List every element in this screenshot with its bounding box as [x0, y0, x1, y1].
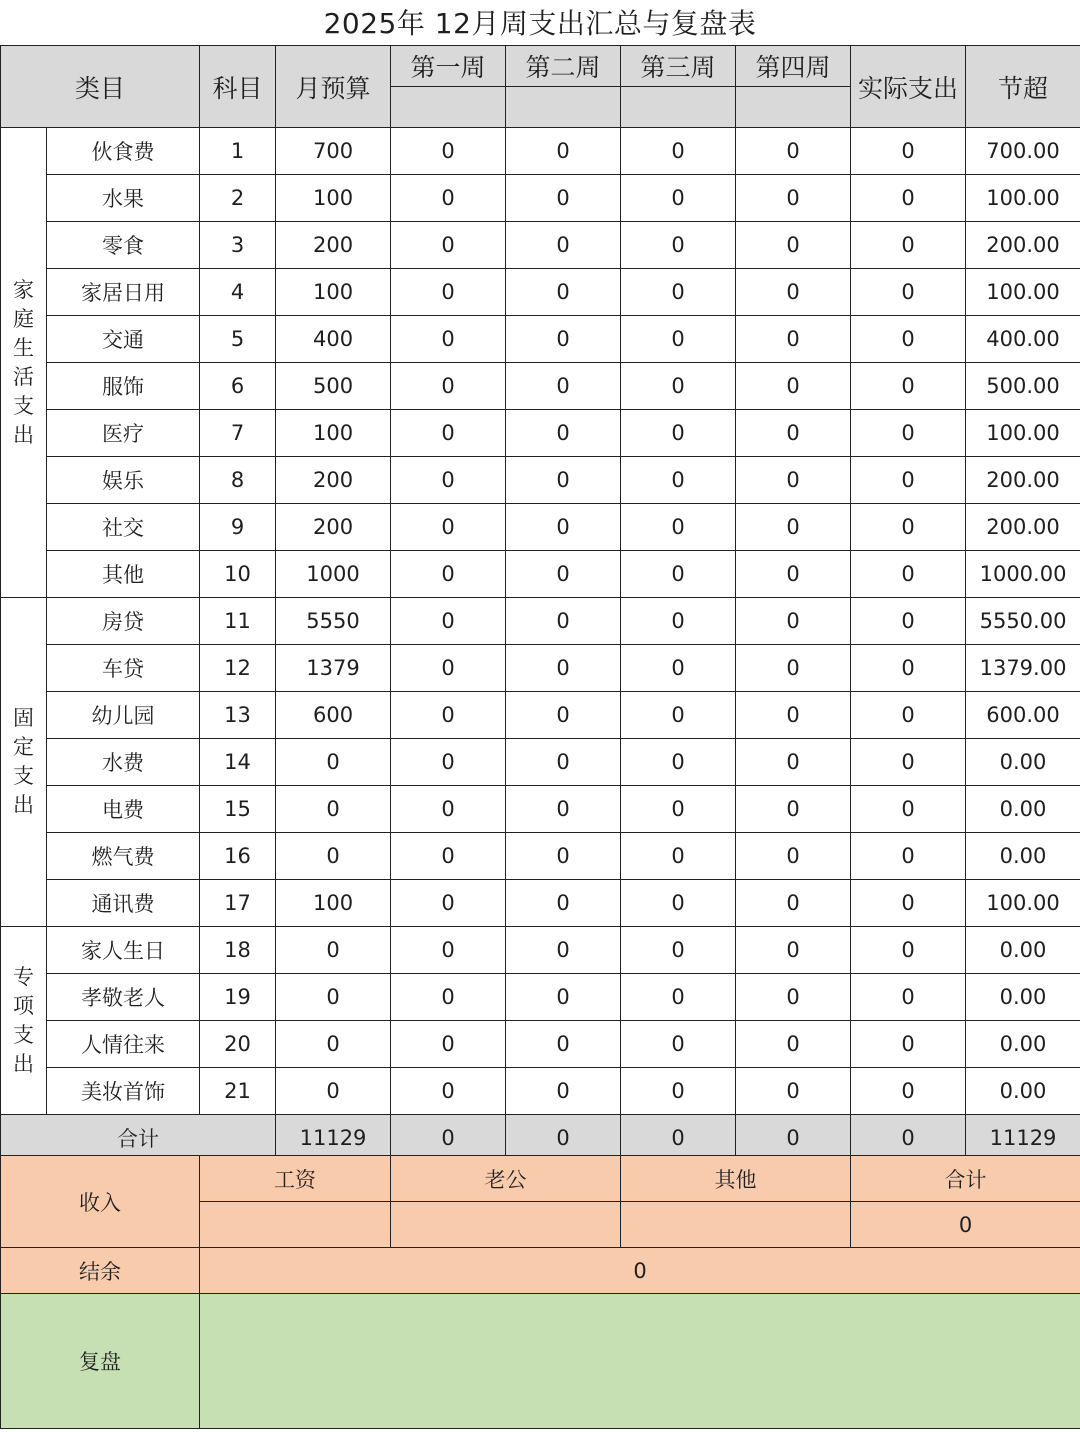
item-budget[interactable]: 100: [276, 410, 391, 457]
item-name: 美妆首饰: [47, 1068, 200, 1115]
week-3-value[interactable]: 0: [621, 598, 736, 645]
table-row: [1, 786, 1080, 833]
header-week-4-sub[interactable]: [736, 87, 851, 128]
week-3-value[interactable]: 0: [621, 1068, 736, 1115]
diff-value: 500.00: [966, 363, 1080, 410]
table-row: [1, 410, 1080, 457]
week-1-value[interactable]: 0: [391, 175, 506, 222]
total-budget: 11129: [276, 1115, 391, 1162]
page-title: 2025年 12月周支出汇总与复盘表: [323, 7, 757, 40]
week-3-value[interactable]: 0: [621, 880, 736, 927]
week-1-value[interactable]: 0: [391, 833, 506, 880]
week-2-value[interactable]: 0: [506, 645, 621, 692]
week-3-value[interactable]: 0: [621, 692, 736, 739]
expense-rows: [1, 128, 1080, 1162]
table-row: [1, 1068, 1080, 1115]
week-2-value[interactable]: 0: [506, 786, 621, 833]
item-name: 社交: [47, 504, 200, 551]
item-name: 幼儿园: [47, 692, 200, 739]
table-row: [1, 692, 1080, 739]
total-actual: 0: [851, 1115, 966, 1162]
income-total-value[interactable]: 0: [851, 1202, 1080, 1248]
item-name: 家人生日: [47, 927, 200, 974]
week-4-value[interactable]: 0: [736, 551, 851, 598]
week-2-value[interactable]: 0: [506, 739, 621, 786]
table-row: [1, 739, 1080, 786]
week-2-value[interactable]: 0: [506, 457, 621, 504]
week-3-value[interactable]: 0: [621, 739, 736, 786]
week-4-value[interactable]: 0: [736, 457, 851, 504]
item-budget[interactable]: 0: [276, 927, 391, 974]
week-4-value[interactable]: 0: [736, 504, 851, 551]
item-budget[interactable]: 0: [276, 1068, 391, 1115]
diff-value: 200.00: [966, 457, 1080, 504]
week-2-value[interactable]: 0: [506, 175, 621, 222]
week-3-value[interactable]: 0: [621, 175, 736, 222]
header-week-2-sub[interactable]: [506, 87, 621, 128]
actual-value: 0: [851, 1021, 966, 1068]
item-code: 5: [200, 316, 276, 363]
week-3-value[interactable]: 0: [621, 316, 736, 363]
week-4-value[interactable]: 0: [736, 269, 851, 316]
week-4-value[interactable]: 0: [736, 739, 851, 786]
diff-value: 100.00: [966, 269, 1080, 316]
item-name: 水费: [47, 739, 200, 786]
week-3-value[interactable]: 0: [621, 504, 736, 551]
table-row: [1, 927, 1080, 974]
week-3-value[interactable]: 0: [621, 457, 736, 504]
item-budget[interactable]: 200: [276, 457, 391, 504]
item-name: 电费: [47, 786, 200, 833]
diff-value: 0.00: [966, 739, 1080, 786]
income-other-value[interactable]: [621, 1202, 851, 1248]
week-4-value[interactable]: 0: [736, 786, 851, 833]
week-4-value[interactable]: 0: [736, 598, 851, 645]
diff-value: 5550.00: [966, 598, 1080, 645]
week-4-value[interactable]: 0: [736, 410, 851, 457]
header-code: 科目: [200, 46, 276, 128]
item-budget[interactable]: 5550: [276, 598, 391, 645]
item-budget[interactable]: 600: [276, 692, 391, 739]
week-3-value[interactable]: 0: [621, 1021, 736, 1068]
actual-value: 0: [851, 598, 966, 645]
week-4-value[interactable]: 0: [736, 128, 851, 175]
week-2-value[interactable]: 0: [506, 504, 621, 551]
header-week-1: 第一周: [391, 46, 506, 87]
income-other-label: 其他: [621, 1156, 851, 1202]
item-code: 2: [200, 175, 276, 222]
diff-value: 0.00: [966, 786, 1080, 833]
balance-value[interactable]: 0: [200, 1248, 1080, 1294]
actual-value: 0: [851, 175, 966, 222]
actual-value: 0: [851, 927, 966, 974]
item-budget[interactable]: 0: [276, 739, 391, 786]
group-label: 家庭生活支出: [1, 128, 47, 598]
header-week-3-sub[interactable]: [621, 87, 736, 128]
item-code: 9: [200, 504, 276, 551]
week-3-value[interactable]: 0: [621, 833, 736, 880]
actual-value: 0: [851, 739, 966, 786]
group-label: 固定支出: [1, 598, 47, 927]
week-1-value[interactable]: 0: [391, 410, 506, 457]
item-code: 7: [200, 410, 276, 457]
total-label: 合计: [1, 1115, 276, 1162]
actual-value: 0: [851, 363, 966, 410]
expense-table: [0, 45, 1080, 1162]
item-code: 21: [200, 1068, 276, 1115]
week-3-value[interactable]: 0: [621, 927, 736, 974]
item-name: 通讯费: [47, 880, 200, 927]
diff-value: 0.00: [966, 833, 1080, 880]
table-row: [1, 175, 1080, 222]
diff-value: 400.00: [966, 316, 1080, 363]
item-code: 3: [200, 222, 276, 269]
week-4-value[interactable]: 0: [736, 692, 851, 739]
week-1-value[interactable]: 0: [391, 316, 506, 363]
actual-value: 0: [851, 410, 966, 457]
week-2-value[interactable]: 0: [506, 974, 621, 1021]
week-3-value[interactable]: 0: [621, 974, 736, 1021]
week-1-value[interactable]: 0: [391, 1068, 506, 1115]
item-name: 医疗: [47, 410, 200, 457]
week-4-value[interactable]: 0: [736, 927, 851, 974]
table-row: [1, 598, 1080, 645]
table-row: [1, 128, 1080, 175]
total-diff: 11129: [966, 1115, 1080, 1162]
week-1-value[interactable]: 0: [391, 739, 506, 786]
header-actual: 实际支出: [851, 46, 966, 128]
total-w3: 0: [621, 1115, 736, 1162]
item-code: 11: [200, 598, 276, 645]
actual-value: 0: [851, 222, 966, 269]
diff-value: 100.00: [966, 410, 1080, 457]
week-1-value[interactable]: 0: [391, 598, 506, 645]
income-total-label: 合计: [851, 1156, 1080, 1202]
header-category: 类目: [1, 46, 200, 128]
actual-value: 0: [851, 128, 966, 175]
diff-value: 100.00: [966, 175, 1080, 222]
diff-value: 0.00: [966, 1021, 1080, 1068]
item-code: 6: [200, 363, 276, 410]
week-3-value[interactable]: 0: [621, 128, 736, 175]
item-budget[interactable]: 100: [276, 175, 391, 222]
week-2-value[interactable]: 0: [506, 833, 621, 880]
week-4-value[interactable]: 0: [736, 1068, 851, 1115]
week-4-value[interactable]: 0: [736, 880, 851, 927]
total-w2: 0: [506, 1115, 621, 1162]
diff-value: 0.00: [966, 1068, 1080, 1115]
table-row: [1, 1021, 1080, 1068]
week-3-value[interactable]: 0: [621, 551, 736, 598]
income-husband-value[interactable]: [391, 1202, 621, 1248]
item-name: 交通: [47, 316, 200, 363]
header-diff: 节超: [966, 46, 1080, 128]
item-name: 服饰: [47, 363, 200, 410]
week-1-value[interactable]: 0: [391, 1021, 506, 1068]
week-1-value[interactable]: 0: [391, 363, 506, 410]
week-1-value[interactable]: 0: [391, 786, 506, 833]
diff-value: 600.00: [966, 692, 1080, 739]
income-husband-label: 老公: [391, 1156, 621, 1202]
week-4-value[interactable]: 0: [736, 175, 851, 222]
week-4-value[interactable]: 0: [736, 974, 851, 1021]
item-code: 16: [200, 833, 276, 880]
week-4-value[interactable]: 0: [736, 645, 851, 692]
total-w1: 0: [391, 1115, 506, 1162]
week-2-value[interactable]: 0: [506, 1021, 621, 1068]
week-3-value[interactable]: 0: [621, 786, 736, 833]
income-salary-value[interactable]: [200, 1202, 391, 1248]
item-budget[interactable]: 100: [276, 269, 391, 316]
item-name: 车贷: [47, 645, 200, 692]
diff-value: 700.00: [966, 128, 1080, 175]
diff-value: 0.00: [966, 974, 1080, 1021]
total-w4: 0: [736, 1115, 851, 1162]
item-budget[interactable]: 700: [276, 128, 391, 175]
week-1-value[interactable]: 0: [391, 551, 506, 598]
item-budget[interactable]: 100: [276, 880, 391, 927]
diff-value: 1000.00: [966, 551, 1080, 598]
item-budget[interactable]: 0: [276, 1021, 391, 1068]
item-name: 其他: [47, 551, 200, 598]
week-3-value[interactable]: 0: [621, 269, 736, 316]
week-3-value[interactable]: 0: [621, 222, 736, 269]
diff-value: 200.00: [966, 504, 1080, 551]
actual-value: 0: [851, 1068, 966, 1115]
item-budget[interactable]: 0: [276, 974, 391, 1021]
week-2-value[interactable]: 0: [506, 222, 621, 269]
week-1-value[interactable]: 0: [391, 269, 506, 316]
week-3-value[interactable]: 0: [621, 645, 736, 692]
diff-value: 1379.00: [966, 645, 1080, 692]
week-2-value[interactable]: 0: [506, 927, 621, 974]
diff-value: 200.00: [966, 222, 1080, 269]
week-1-value[interactable]: 0: [391, 128, 506, 175]
week-3-value[interactable]: 0: [621, 410, 736, 457]
actual-value: 0: [851, 316, 966, 363]
table-row: [1, 551, 1080, 598]
item-code: 19: [200, 974, 276, 1021]
week-1-value[interactable]: 0: [391, 645, 506, 692]
header-budget: 月预算: [276, 46, 391, 128]
week-2-value[interactable]: 0: [506, 551, 621, 598]
item-budget[interactable]: 1000: [276, 551, 391, 598]
table-row: [1, 645, 1080, 692]
actual-value: 0: [851, 880, 966, 927]
income-label: 收入: [1, 1156, 200, 1248]
week-4-value[interactable]: 0: [736, 1021, 851, 1068]
item-budget[interactable]: 200: [276, 222, 391, 269]
week-2-value[interactable]: 0: [506, 128, 621, 175]
item-code: 17: [200, 880, 276, 927]
week-4-value[interactable]: 0: [736, 316, 851, 363]
actual-value: 0: [851, 692, 966, 739]
week-1-value[interactable]: 0: [391, 880, 506, 927]
income-table: [0, 1155, 1080, 1429]
week-1-value[interactable]: 0: [391, 222, 506, 269]
week-1-value[interactable]: 0: [391, 692, 506, 739]
diff-value: 0.00: [966, 927, 1080, 974]
week-1-value[interactable]: 0: [391, 974, 506, 1021]
header-week-3: 第三周: [621, 46, 736, 87]
table-row: [1, 974, 1080, 1021]
actual-value: 0: [851, 974, 966, 1021]
item-budget[interactable]: 1379: [276, 645, 391, 692]
item-code: 14: [200, 739, 276, 786]
item-name: 燃气费: [47, 833, 200, 880]
balance-label: 结余: [1, 1248, 200, 1294]
actual-value: 0: [851, 551, 966, 598]
week-1-value[interactable]: 0: [391, 927, 506, 974]
table-row: [1, 833, 1080, 880]
actual-value: 0: [851, 833, 966, 880]
header-week-2: 第二周: [506, 46, 621, 87]
week-1-value[interactable]: 0: [391, 457, 506, 504]
actual-value: 0: [851, 645, 966, 692]
item-code: 15: [200, 786, 276, 833]
item-code: 12: [200, 645, 276, 692]
item-code: 10: [200, 551, 276, 598]
actual-value: 0: [851, 504, 966, 551]
week-2-value[interactable]: 0: [506, 1068, 621, 1115]
item-name: 水果: [47, 175, 200, 222]
group-label: 专项支出: [1, 927, 47, 1115]
item-name: 伙食费: [47, 128, 200, 175]
item-name: 娱乐: [47, 457, 200, 504]
item-code: 20: [200, 1021, 276, 1068]
item-code: 13: [200, 692, 276, 739]
item-budget[interactable]: 500: [276, 363, 391, 410]
item-code: 4: [200, 269, 276, 316]
week-2-value[interactable]: 0: [506, 316, 621, 363]
week-1-value[interactable]: 0: [391, 504, 506, 551]
actual-value: 0: [851, 457, 966, 504]
week-2-value[interactable]: 0: [506, 269, 621, 316]
week-4-value[interactable]: 0: [736, 222, 851, 269]
week-2-value[interactable]: 0: [506, 880, 621, 927]
item-name: 孝敬老人: [47, 974, 200, 1021]
week-2-value[interactable]: 0: [506, 692, 621, 739]
item-name: 人情往来: [47, 1021, 200, 1068]
item-budget[interactable]: 0: [276, 786, 391, 833]
actual-value: 0: [851, 269, 966, 316]
header-week-4: 第四周: [736, 46, 851, 87]
item-name: 房贷: [47, 598, 200, 645]
item-code: 8: [200, 457, 276, 504]
item-code: 1: [200, 128, 276, 175]
item-budget[interactable]: 400: [276, 316, 391, 363]
week-4-value[interactable]: 0: [736, 833, 851, 880]
week-2-value[interactable]: 0: [506, 410, 621, 457]
table-row: [1, 222, 1080, 269]
item-name: 家居日用: [47, 269, 200, 316]
actual-value: 0: [851, 786, 966, 833]
week-3-value[interactable]: 0: [621, 363, 736, 410]
table-row: [1, 880, 1080, 927]
item-code: 18: [200, 927, 276, 974]
table-row: [1, 316, 1080, 363]
review-value[interactable]: [200, 1294, 1080, 1429]
diff-value: 100.00: [966, 880, 1080, 927]
item-budget[interactable]: 200: [276, 504, 391, 551]
item-budget[interactable]: 0: [276, 833, 391, 880]
item-name: 零食: [47, 222, 200, 269]
week-2-value[interactable]: 0: [506, 598, 621, 645]
review-label: 复盘: [1, 1294, 200, 1429]
table-row: [1, 269, 1080, 316]
week-2-value[interactable]: 0: [506, 363, 621, 410]
header-week-1-sub[interactable]: [391, 87, 506, 128]
income-salary-label: 工资: [200, 1156, 391, 1202]
table-row: [1, 504, 1080, 551]
table-row: [1, 457, 1080, 504]
table-row: [1, 363, 1080, 410]
week-4-value[interactable]: 0: [736, 363, 851, 410]
